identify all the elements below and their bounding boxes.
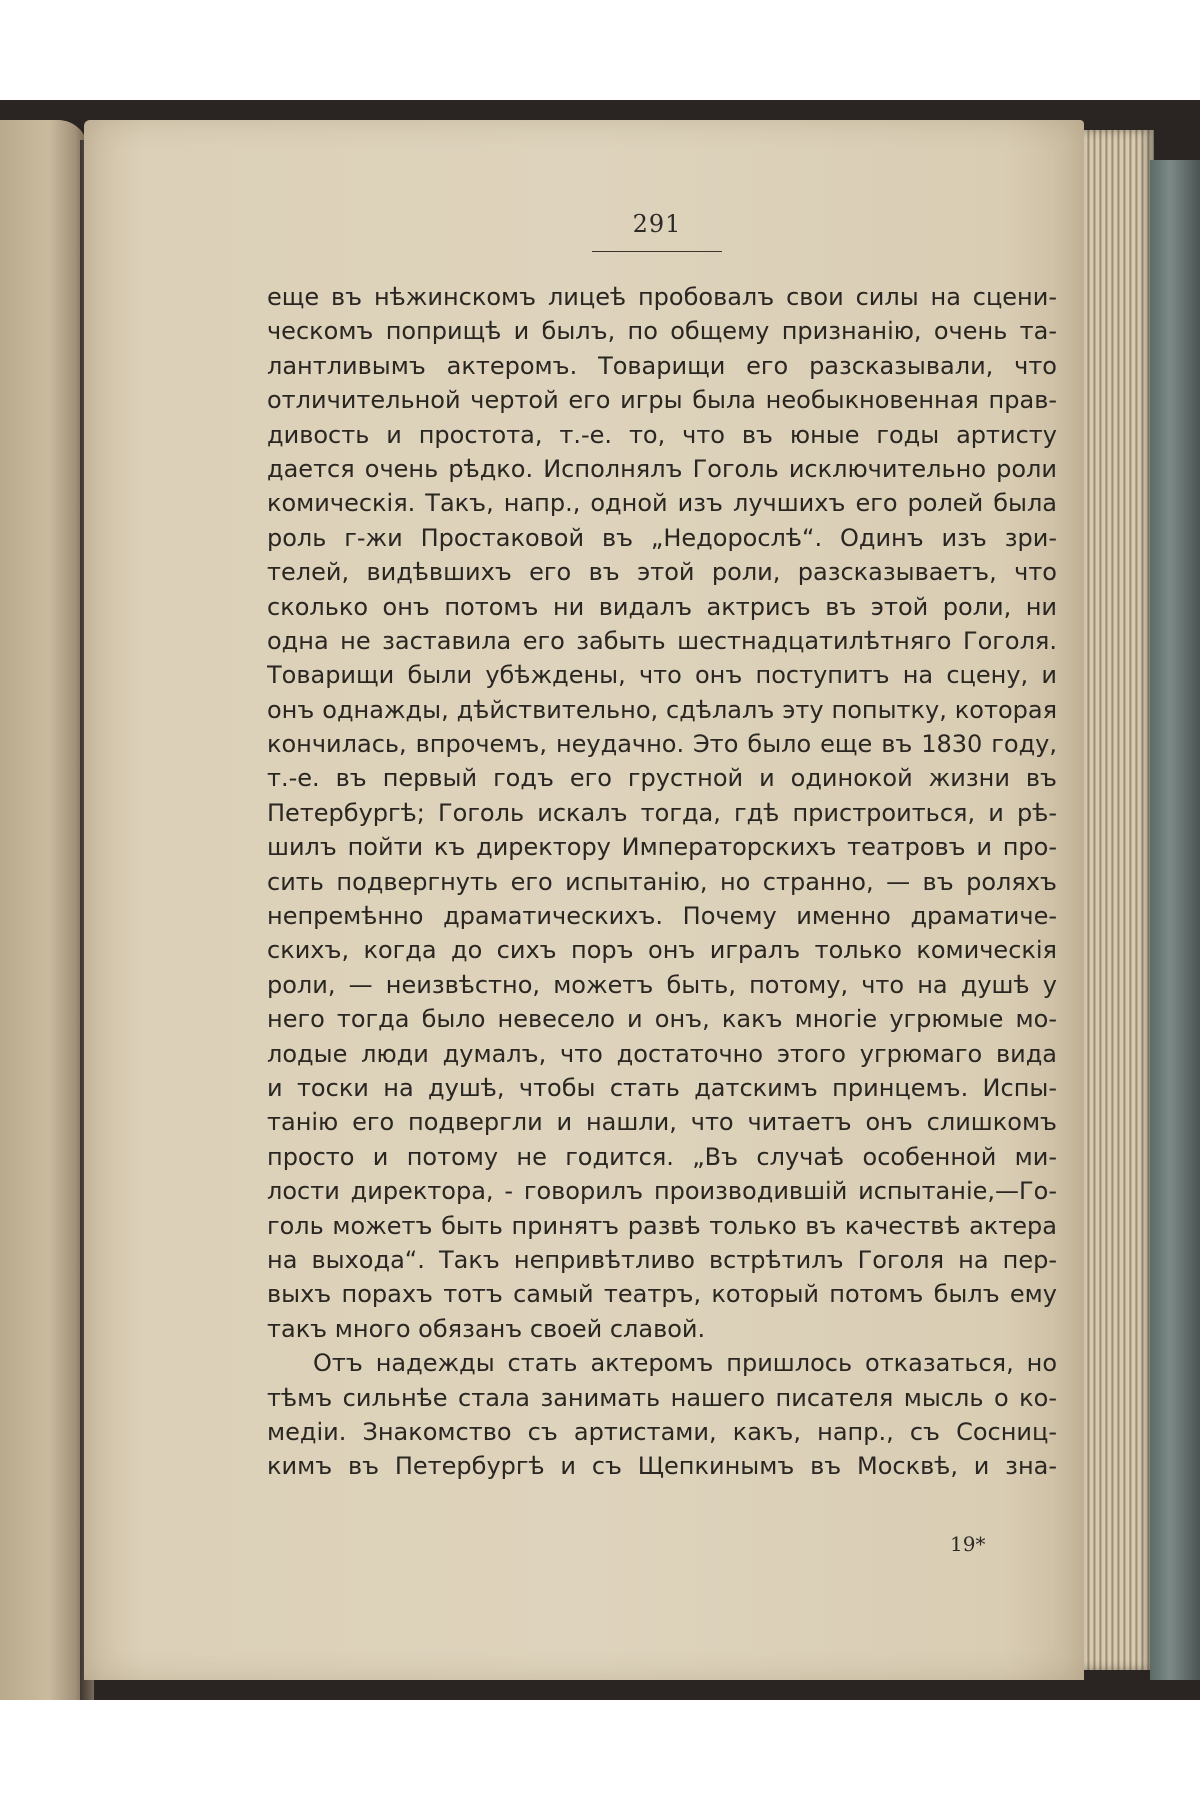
text-line: сколько онъ потомъ ни видалъ актрисъ въ этой роли, ни	[267, 592, 1057, 621]
text-line: непремѣнно драматическихъ. Почему именно драматиче-	[267, 902, 1057, 931]
text-line: Товарищи были убѣждены, что онъ поступитъ на сцену, и	[267, 661, 1057, 690]
text-line: роли, — неизвѣстно, можетъ быть, потому, что на душѣ у	[267, 970, 1057, 999]
page-text	[267, 280, 1057, 1484]
book-photo	[0, 100, 1200, 1700]
text-line: одна не заставила его забыть шестнадцатилѣтняго Гоголя.	[267, 626, 1057, 655]
text-line: выхъ порахъ тотъ самый театръ, который потомъ былъ ему	[267, 1280, 1057, 1309]
text-line: скихъ, когда до сихъ поръ онъ игралъ только комическія	[267, 936, 1057, 965]
text-line: лодые люди думалъ, что достаточно этого угрюмаго вида	[267, 1039, 1057, 1068]
text-line: ческомъ поприщѣ и былъ, по общему признанію, очень та-	[267, 317, 1057, 346]
text-line: кончилась, впрочемъ, неудачно. Это было еще въ 1830 году,	[267, 730, 1057, 759]
text-line: просто и потому не годится. „Въ случаѣ особенной ми-	[267, 1142, 1057, 1171]
text-line: онъ однажды, дѣйствительно, сдѣлалъ эту попытку, которая	[267, 695, 1057, 724]
text-line: Петербургѣ; Гоголь искалъ тогда, гдѣ пристроиться, и рѣ-	[267, 798, 1057, 827]
text-line: такъ много обязанъ своей славой.	[267, 1314, 706, 1343]
text-line: т.-е. въ первый годъ его грустной и одинокой жизни въ	[267, 764, 1057, 793]
text-line: медіи. Знакомство съ артистами, какъ, напр., съ Сосниц-	[267, 1417, 1057, 1446]
text-line: лантливымъ актеромъ. Товарищи его разсказывали, что	[267, 351, 1057, 380]
book-cover	[1150, 160, 1200, 1680]
text-line: отличительной чертой его игры была необыкновенная прав-	[267, 386, 1057, 415]
text-line: и тоски на душѣ, чтобы стать датскимъ принцемъ. Испы-	[267, 1073, 1057, 1102]
page-edges	[1084, 130, 1154, 1670]
text-line: роль г-жи Простаковой въ „Недорослѣ“. Одинъ изъ зри-	[267, 523, 1057, 552]
text-line: Отъ надежды стать актеромъ пришлось отказаться, но	[313, 1349, 1057, 1378]
page-number: 291	[632, 210, 682, 238]
left-page-edge	[0, 120, 88, 1700]
text-line: комическія. Такъ, напр., одной изъ лучшихъ его ролей была	[267, 489, 1057, 518]
book-page	[84, 120, 1084, 1680]
signature-mark: 19*	[950, 1532, 986, 1556]
text-line: еще въ нѣжинскомъ лицеѣ пробовалъ свои силы на сцени-	[267, 283, 1057, 311]
page-number-rule	[592, 251, 722, 252]
text-line: дается очень рѣдко. Исполнялъ Гоголь исключительно роли	[267, 454, 1057, 483]
text-line: танію его подвергли и нашли, что читаетъ онъ слишкомъ	[267, 1108, 1057, 1137]
text-line: сить подвергнуть его испытанію, но странно, — въ роляхъ	[267, 867, 1057, 896]
text-line: него тогда было невесело и онъ, какъ многіе угрюмые мо-	[267, 1005, 1057, 1034]
text-line: шилъ пойти къ директору Императорскихъ театровъ и про-	[267, 833, 1057, 862]
text-line: дивость и простота, т.-е. то, что въ юные годы артисту	[267, 420, 1057, 449]
text-line: лости директора, - говорилъ производившій испытаніе,—Го-	[267, 1177, 1057, 1206]
text-line: кимъ въ Петербургѣ и съ Щепкинымъ въ Москвѣ, и зна-	[267, 1452, 1057, 1481]
text-line: на выхода“. Такъ непривѣтливо встрѣтилъ Гоголя на пер-	[267, 1245, 1057, 1274]
text-line: телей, видѣвшихъ его въ этой роли, разсказываетъ, что	[267, 558, 1057, 587]
text-line: тѣмъ сильнѣе стала занимать нашего писателя мысль о ко-	[267, 1383, 1057, 1412]
text-line: голь можетъ быть принятъ развѣ только въ качествѣ актера	[267, 1211, 1057, 1240]
